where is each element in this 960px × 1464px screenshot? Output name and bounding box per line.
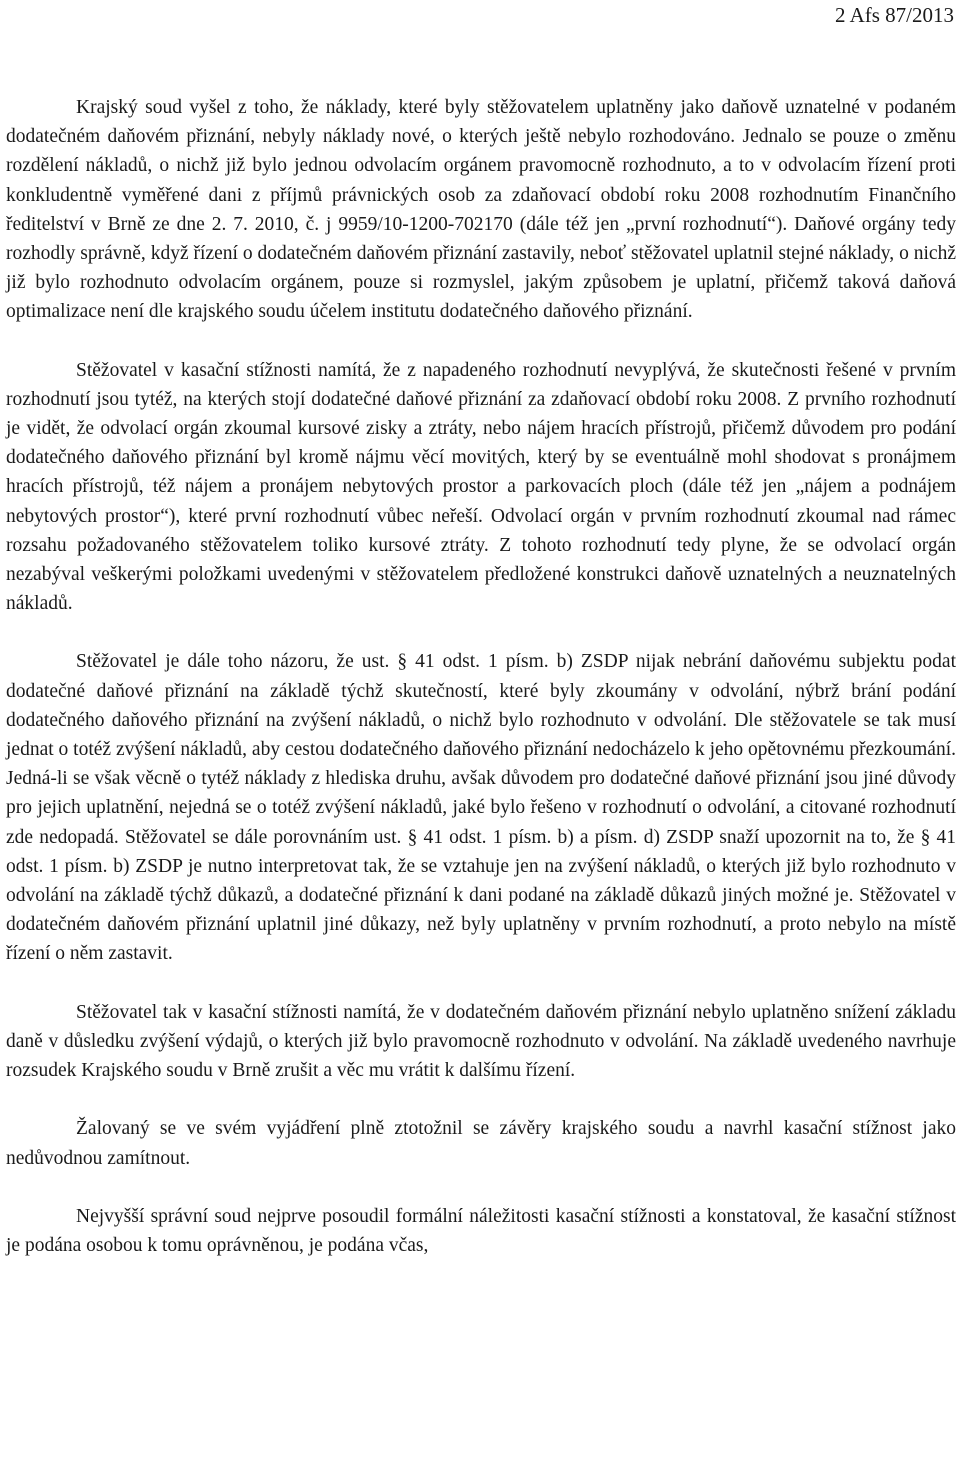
paragraph-defendant-statement: Žalovaný se ve svém vyjádření plně ztotožnil se závěry krajského soudu a navrhl kasační stížnost jako nedůvodnou zamítnout. — [6, 1118, 956, 1169]
paragraph-complainant-legal-opinion: Stěžovatel je dále toho názoru, že ust. § 41 odst. 1 písm. b) ZSDP nijak nebrání daňovému subjektu podat dodatečné daňové přiznání na základě týchž skutečností, které byly zkoumány v odvolání, nýbrž brání podání dodatečného daňového přiznání na zvýšení nákladů, o nichž bylo rozhodnuto v odvolání. Dle stěžovatele se tak musí jednat o totéž zvýšení nákladů, aby cestou dodatečného daňového přiznání nedocházelo k jeho opětovnému přezkoumání. Jedná-li se však věcně o tytéž náklady z hlediska druhu, avšak důvodem pro dodatečné daňové přiznání jsou jiné důvody pro jejich uplatnění, nejedná se o totéž zvýšení nákladů, jaké bylo řešeno v rozhodnutí o odvolání, a citované rozhodnutí zde nedopadá. Stěžovatel se dále porovnáním ust. § 41 odst. 1 písm. b) a písm. d) ZSDP snaží upozornit na to, že § 41 odst. 1 písm. b) ZSDP je nutno interpretovat tak, že se vztahuje jen na zvýšení nákladů, o kterých již bylo rozhodnuto v odvolání na základě týchž důkazů, a dodatečné přiznání k dani podané na základě důkazů jiných možné je. Stěžovatel v dodatečném daňovém přiznání uplatnil jiné důkazy, než byly uplatněny v prvním rozhodnutí, a proto nebylo na místě řízení o něm zastavit. — [6, 651, 956, 965]
case-number-header: 2 Afs 87/2013 — [834, 3, 954, 27]
paragraph-supreme-court-assessment: Nejvyšší správní soud nejprve posoudil formální náležitosti kasační stížnosti a konstatoval, že kasační stížnost je podána osobou k tomu oprávněnou, je podána včas, — [6, 1205, 956, 1256]
paragraph-complainant-proposal: Stěžovatel tak v kasační stížnosti namítá, že v dodatečném daňovém přiznání nebylo uplatněno snížení základu daně v důsledku zvýšení výdajů, o kterých již bylo pravomocně rozhodnuto v odvolání. Na základě uvedeného navrhuje rozsudek Krajského soudu v Brně zrušit a věc mu vrátit k dalšímu řízení. — [6, 1001, 956, 1082]
document-body — [6, 93, 956, 1289]
paragraph-complainant-objection: Stěžovatel v kasační stížnosti namítá, že z napadeného rozhodnutí nevyplývá, že skutečnosti řešené v prvním rozhodnutí jsou tytéž, na kterých stojí dodatečné daňové přiznání za zdaňovací období roku 2008. Z prvního rozhodnutí je vidět, že odvolací orgán zkoumal kursové zisky a ztráty, nebo nájem hracích přístrojů, přičemž důvodem pro podání dodatečného daňového přiznání byl kromě nájmu věcí movitých, který by se eventuálně mohl shodovat s pronájmem hracích přístrojů, též nájem a pronájem nebytových prostor a parkovacích ploch (dále též jen „nájem a podnájem nebytových prostor“), které první rozhodnutí vůbec neřeší. Odvolací orgán v prvním rozhodnutí zkoumal nad rámec rozsahu požadovaného stěžovatelem toliko kursové ztráty. Z tohoto rozhodnutí tedy plyne, že se odvolací orgán nezabýval veškerými položkami uvedenými v stěžovatelem předložené konstrukci daňově uznatelných a neuznatelných nákladů. — [6, 359, 956, 615]
paragraph-regional-court-reasoning: Krajský soud vyšel z toho, že náklady, které byly stěžovatelem uplatněny jako daňově uznatelné v podaném dodatečném daňovém přiznání, nebyly náklady nové, o kterých ještě nebylo rozhodováno. Jednalo se pouze o změnu rozdělení nákladů, o nichž již bylo jednou odvolacím orgánem pravomocně rozhodnuto, a to v odvolacím řízení proti konkludentně vyměřené dani z příjmů právnických osob za zdaňovací období roku 2008 rozhodnutím Finančního ředitelství v Brně ze dne 2. 7. 2010, č. j 9959/10-1200-702170 (dále též jen „první rozhodnutí“). Daňové orgány tedy rozhodly správně, když řízení o dodatečném daňovém přiznání zastavily, neboť stěžovatel uplatnil stejné náklady, o nichž již bylo rozhodnuto odvolacím orgánem, pouze si rozmyslel, jakým způsobem je uplatní, přičemž taková daňová optimalizace není dle krajského soudu účelem institutu dodatečného daňového přiznání. — [6, 97, 956, 323]
